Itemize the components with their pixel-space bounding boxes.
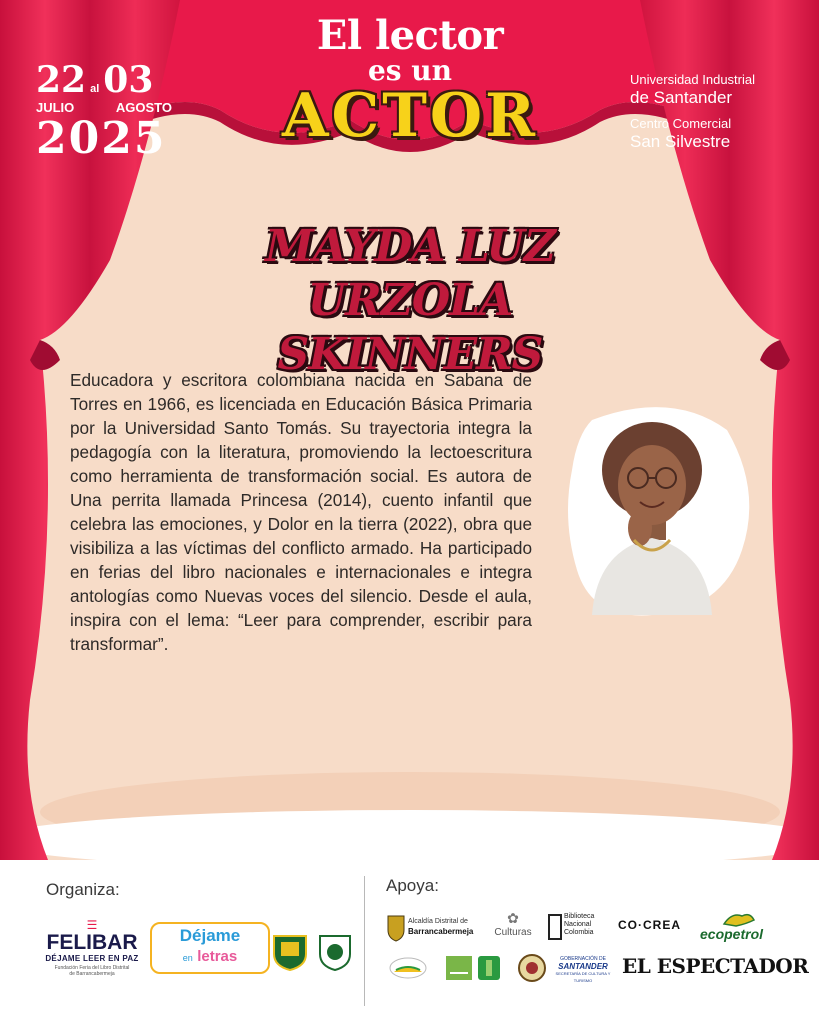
- organiza-label: Organiza:: [46, 880, 120, 899]
- dejame-word: Déjame: [179, 926, 241, 945]
- san-silvestre-logo-icon: [388, 956, 428, 980]
- felibar-sub1: Fundación Feria del Libro Distrital: [54, 965, 130, 971]
- felibar-logo: [42, 918, 142, 977]
- alcaldia-line2: Barrancabermeja: [408, 927, 474, 936]
- culturas-icon: ✿: [507, 910, 519, 926]
- venues: [630, 72, 810, 152]
- biblioteca-nacional-logo: [548, 912, 608, 942]
- ecopetrol-name: ecopetrol: [700, 926, 764, 942]
- biblioteca-line3: Colombia: [564, 929, 594, 936]
- el-espectador-logo: EL ESPECTADOR: [622, 954, 809, 978]
- date-block: [36, 59, 186, 164]
- alcaldia-line1: Alcaldía Distrital de: [408, 918, 468, 925]
- felibar-tagline: DÉJAME LEER EN PAZ: [45, 954, 139, 963]
- institution-shield-icon: [318, 932, 352, 972]
- event-title-line2: es un: [367, 54, 453, 87]
- gobernacion-line3: SECRETARÍA DE CULTURA Y TURISMO: [555, 971, 611, 983]
- start-day: 22: [36, 59, 87, 101]
- biblioteca-icon: [548, 914, 562, 940]
- venue-2-line2: San Silvestre: [630, 132, 731, 151]
- university-seal-icon: [518, 954, 546, 982]
- alcaldia-logo: [386, 914, 486, 944]
- end-day: 03: [103, 59, 154, 101]
- apoya-label: Apoya:: [386, 876, 439, 895]
- author-name-line2: URZOLA SKINNERS: [277, 275, 543, 380]
- author-bio: Educadora y escritora colombiana nacida en Sabana de Torres en 1966, es licenciada en Educación Básica Primaria por la Universidad Santo Tomás. Su trayectoria integra la pedagogía con la literatura, promoviendo la lectoescritura como herramienta de transformación social. Es autora de Una perrita llamada Princesa (2014), cuento infantil que celebra las emociones, y Dolor en la tierra (2022), obra que visibiliza a las víctimas del conflicto armado. Ha participado en ferias del libro nacionales e internacionales e integra antologías como Nuevas voces del silencio. Desde el aula, inspira con el lema: “Leer para comprender, escribir para transformar”.: [70, 370, 532, 654]
- culturas-label: Culturas: [494, 927, 532, 938]
- dejame-en: en: [182, 953, 193, 963]
- book-icon: ☰: [86, 918, 98, 932]
- culturas-logo: [488, 910, 538, 938]
- university-green-logo-icon: [446, 956, 472, 980]
- venue-1-line2: de Santander: [630, 88, 733, 107]
- end-month: AGOSTO: [115, 100, 172, 115]
- author-photo: [552, 400, 752, 620]
- cocrea-logo: CO·CREA: [618, 918, 681, 932]
- venue-1-line1: Universidad Industrial: [630, 72, 756, 87]
- author-name: [180, 220, 640, 382]
- biblioteca-line2: Nacional: [564, 921, 592, 928]
- ecopetrol-logo: [700, 910, 782, 944]
- gobernacion-line1: GOBERNACIÓN DE: [560, 956, 606, 962]
- dejame-en-letras-logo: [150, 922, 270, 974]
- event-title-line3: ACTOR: [281, 81, 539, 151]
- school-shield-icon: [272, 932, 308, 972]
- event-title-line1: El lector: [316, 12, 504, 59]
- gobernacion-line2: SANTANDER: [558, 962, 608, 971]
- event-year: 2025: [36, 113, 167, 164]
- alcaldia-shield-icon: [386, 914, 406, 942]
- footer-divider: [364, 876, 365, 1006]
- felibar-name: FELIBAR: [46, 931, 138, 954]
- date-connector: al: [90, 83, 100, 95]
- gobernacion-santander-logo: [550, 956, 616, 984]
- venue-2-line1: Centro Comercial: [630, 116, 732, 131]
- biblioteca-line1: Biblioteca: [564, 913, 595, 920]
- event-title: [250, 12, 570, 151]
- felibar-sub2: de Barrancabermeja: [69, 971, 115, 977]
- dejame-letras: letras: [197, 948, 238, 965]
- author-name-line1: MAYDA LUZ: [265, 221, 555, 272]
- start-month: JULIO: [36, 100, 75, 115]
- green-emblem-icon: [478, 956, 500, 980]
